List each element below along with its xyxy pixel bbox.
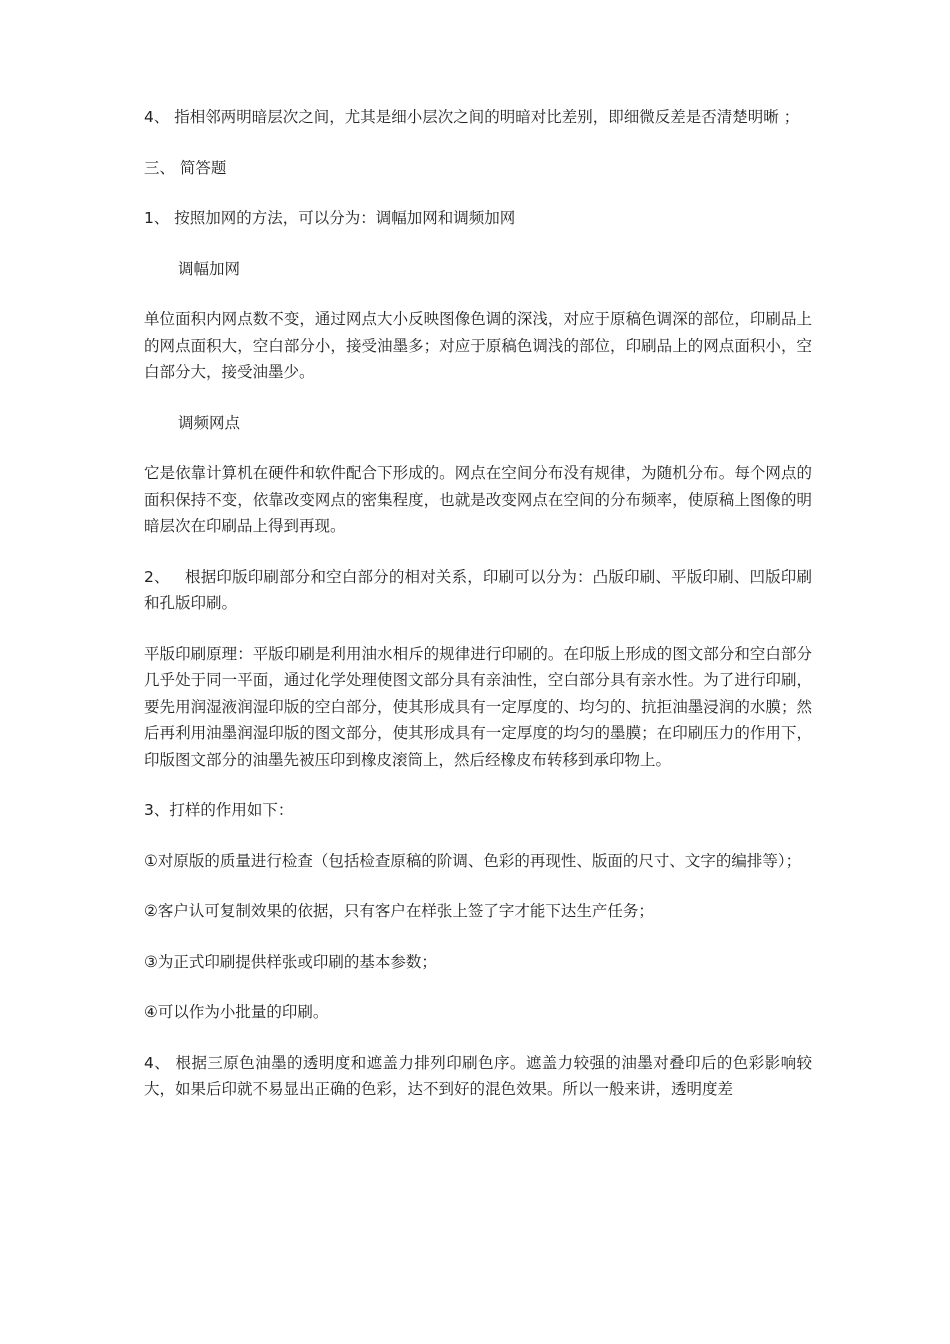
list-item-proofing-2: ②客户认可复制效果的依据，只有客户在样张上签了字才能下达生产任务； (144, 902, 654, 920)
paragraph-question-2: 2、 根据印版印刷部分和空白部分的相对关系，印刷可以分为：凸版印刷、平版印刷、凹版印刷和孔版印刷。 (144, 567, 812, 612)
paragraph-answer-4-contrast: 4、 指相邻两明暗层次之间，尤其是细小层次之间的明暗对比差别，即细微反差是否清楚明晰 ； (144, 108, 800, 126)
subheading-fm-screening: 调频网点 (178, 413, 241, 432)
paragraph-question-4-color-sequence: 4、 根据三原色油墨的透明度和遮盖力排列印刷色序。遮盖力较强的油墨对叠印后的色彩影响较大，如果后印就不易显出正确的色彩，达不到好的混色效果。所以一般来讲，透明度差 (144, 1053, 812, 1098)
paragraph-am-screening-description: 单位面积内网点数不变，通过网点大小反映图像色调的深浅，对应于原稿色调深的部位，印刷品上的网点面积大，空白部分小，接受油墨多；对应于原稿色调浅的部位，印刷品上的网点面积小，空白部分大，接受油墨少。 (144, 310, 812, 381)
list-item-proofing-4: ④可以作为小批量的印刷。 (144, 1003, 329, 1021)
section-heading-short-answer: 三、 简答题 (144, 158, 227, 177)
document-body (144, 104, 812, 1127)
paragraph-question-1: 1、 按照加网的方法，可以分为：调幅加网和调频加网 (144, 209, 516, 227)
list-item-proofing-1: ①对原版的质量进行检查（包括检查原稿的阶调、色彩的再现性、版面的尺寸、文字的编排等）； (144, 851, 802, 870)
paragraph-question-3: 3、打样的作用如下： (144, 801, 294, 819)
list-item-proofing-3: ③为正式印刷提供样张或印刷的基本参数； (144, 952, 437, 971)
subheading-am-screening: 调幅加网 (178, 259, 241, 278)
paragraph-lithography-principle: 平版印刷原理：平版印刷是利用油水相斥的规律进行印刷的。在印版上形成的图文部分和空白部分几乎处于同一平面，通过化学处理使图文部分具有亲油性，空白部分具有亲水性。为了进行印刷，要先用润湿液润湿印版的空白部分，使其形成具有一定厚度的、均匀的、抗拒油墨浸润的水膜；然后再利用油墨润湿印版的图文部分，使其形成具有一定厚度的均匀的墨膜；在印刷压力的作用下，印版图文部分的油墨先被压印到橡皮滚筒上，然后经橡皮布转移到承印物上。 (144, 644, 812, 769)
paragraph-fm-screening-description: 它是依靠计算机在硬件和软件配合下形成的。网点在空间分布没有规律，为随机分布。每个网点的面积保持不变，依靠改变网点的密集程度，也就是改变网点在空间的分布频率，使原稿上图像的明暗层次在印刷品上得到再现。 (144, 464, 812, 535)
